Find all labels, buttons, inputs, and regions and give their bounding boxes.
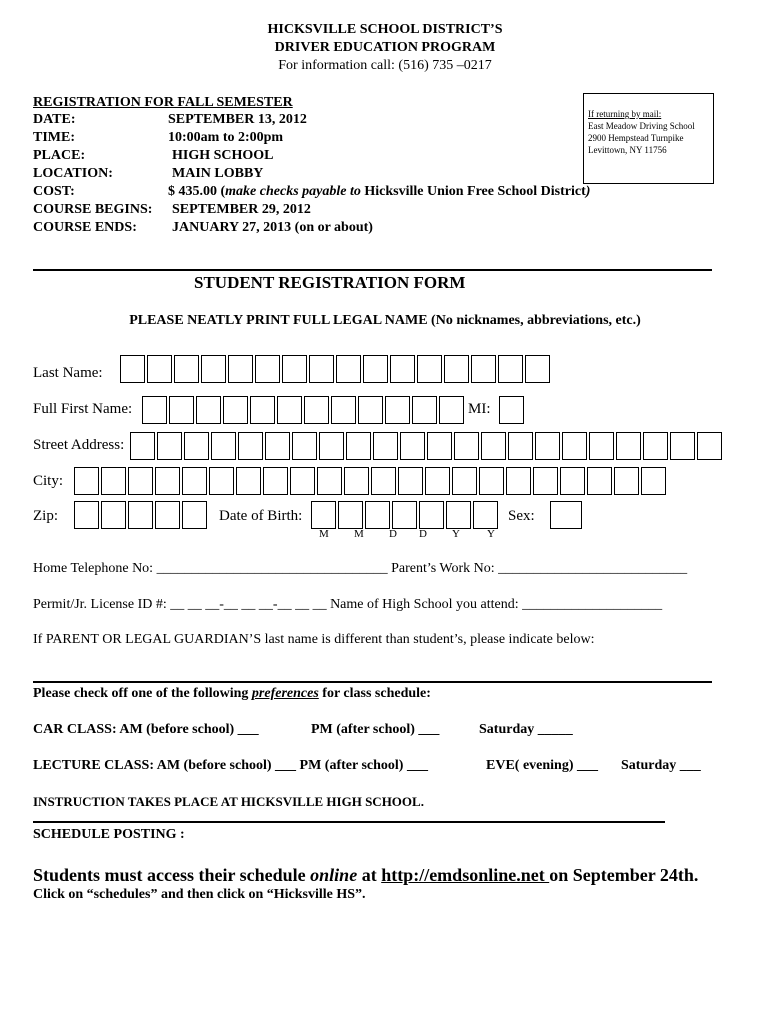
access-schedule-line — [33, 865, 698, 886]
char-box[interactable] — [169, 396, 194, 424]
char-box[interactable] — [473, 501, 498, 529]
dob-boxes[interactable] — [311, 501, 500, 529]
access-prefix: Students must access their schedule — [33, 865, 311, 885]
char-box[interactable] — [365, 501, 390, 529]
char-box[interactable] — [371, 467, 396, 495]
char-box[interactable] — [452, 467, 477, 495]
char-box[interactable] — [506, 467, 531, 495]
lecture-class-am-pm[interactable]: LECTURE CLASS: AM (before school) ___ PM (after school) ___ — [33, 758, 428, 773]
cost-label: COST: — [33, 184, 75, 199]
char-box[interactable] — [238, 432, 263, 460]
dob-label: Date of Birth: — [219, 508, 303, 524]
char-box[interactable] — [550, 501, 582, 529]
mail-line-1: East Meadow Driving School — [588, 121, 695, 131]
char-box[interactable] — [174, 355, 199, 383]
char-box[interactable] — [535, 432, 560, 460]
char-box[interactable] — [74, 501, 99, 529]
char-box[interactable] — [255, 355, 280, 383]
char-box[interactable] — [120, 355, 145, 383]
mail-address-box — [583, 93, 714, 184]
date-label: DATE: — [33, 112, 76, 127]
mi-label: MI: — [468, 401, 491, 417]
char-box[interactable] — [142, 396, 167, 424]
first-name-label: Full First Name: — [33, 401, 133, 417]
char-box[interactable] — [263, 467, 288, 495]
cost-value — [168, 184, 590, 200]
location-value: MAIN LOBBY — [172, 166, 264, 181]
mi-box[interactable] — [499, 396, 526, 424]
cost-payee: Hicksville Union Free School District — [360, 184, 586, 199]
cost-note: make checks payable to — [225, 184, 361, 199]
street-label: Street Address: — [33, 437, 125, 453]
last-name-label: Last Name: — [33, 365, 103, 381]
place-value: HIGH SCHOOL — [172, 148, 274, 163]
char-box[interactable] — [277, 396, 302, 424]
course-begins-value: SEPTEMBER 29, 2012 — [172, 202, 311, 217]
char-box[interactable] — [425, 467, 450, 495]
char-box[interactable] — [338, 501, 363, 529]
time-value: 10:00am to 2:00pm — [168, 130, 284, 145]
char-box[interactable] — [444, 355, 469, 383]
place-label: PLACE: — [33, 148, 86, 163]
char-box[interactable] — [344, 467, 369, 495]
char-box[interactable] — [498, 355, 523, 383]
course-begins-label: COURSE BEGINS: — [33, 202, 153, 217]
char-box[interactable] — [471, 355, 496, 383]
schedule-posting-label: SCHEDULE POSTING : — [33, 827, 185, 842]
char-box[interactable] — [265, 432, 290, 460]
dob-sub-y2: Y — [487, 528, 495, 540]
program-title: DRIVER EDUCATION PROGRAM — [274, 40, 496, 55]
char-box[interactable] — [589, 432, 614, 460]
guardian-line: If PARENT OR LEGAL GUARDIAN’S last name is different than student’s, please indicate below: — [33, 632, 595, 647]
char-box[interactable] — [346, 432, 371, 460]
char-box[interactable] — [562, 432, 587, 460]
char-box[interactable] — [643, 432, 668, 460]
char-box[interactable] — [419, 501, 444, 529]
section-divider-3 — [33, 821, 665, 823]
char-box[interactable] — [336, 355, 361, 383]
char-box[interactable] — [417, 355, 442, 383]
schedule-url-link[interactable]: http://emdsonline.net — [381, 865, 550, 885]
car-class-saturday[interactable]: Saturday _____ — [479, 722, 573, 737]
char-box[interactable] — [223, 396, 248, 424]
access-online: online — [310, 865, 358, 885]
char-box[interactable] — [560, 467, 585, 495]
char-box[interactable] — [155, 501, 180, 529]
char-box[interactable] — [101, 501, 126, 529]
instruction-place: INSTRUCTION TAKES PLACE AT HICKSVILLE HIGH SCHOOL. — [33, 794, 424, 809]
dob-sub-m1: M — [319, 528, 329, 540]
mail-line-3: Levittown, NY 11756 — [588, 145, 667, 155]
lecture-class-eve[interactable]: EVE( evening) ___ — [486, 758, 598, 773]
char-box[interactable] — [331, 396, 356, 424]
char-box[interactable] — [209, 467, 234, 495]
char-box[interactable] — [101, 467, 126, 495]
char-box[interactable] — [454, 432, 479, 460]
section-divider-2 — [33, 681, 712, 683]
dob-sub-d2: D — [419, 528, 427, 540]
char-box[interactable] — [363, 355, 388, 383]
preferences-heading — [33, 686, 431, 702]
cost-close: ) — [585, 184, 591, 199]
pref-word: preferences — [251, 686, 319, 701]
char-box[interactable] — [358, 396, 383, 424]
registration-heading: REGISTRATION FOR FALL SEMESTER — [33, 95, 293, 110]
char-box[interactable] — [250, 396, 275, 424]
char-box[interactable] — [319, 432, 344, 460]
car-class-am[interactable]: CAR CLASS: AM (before school) ___ — [33, 722, 259, 737]
city-label: City: — [33, 473, 64, 489]
dob-sub-y1: Y — [452, 528, 460, 540]
char-box[interactable] — [587, 467, 612, 495]
char-box[interactable] — [304, 396, 329, 424]
access-suffix: on September 24th. — [549, 865, 699, 885]
char-box[interactable] — [400, 432, 425, 460]
char-box[interactable] — [155, 467, 180, 495]
char-box[interactable] — [282, 355, 307, 383]
time-label: TIME: — [33, 130, 75, 145]
section-divider-1 — [33, 269, 712, 271]
lecture-class-saturday[interactable]: Saturday ___ — [621, 758, 701, 773]
char-box[interactable] — [412, 396, 437, 424]
cost-amount: $ 435.00 ( — [168, 184, 226, 199]
char-box[interactable] — [211, 432, 236, 460]
last-name-boxes[interactable] — [120, 355, 552, 383]
char-box[interactable] — [228, 355, 253, 383]
char-box[interactable] — [311, 501, 336, 529]
form-title: STUDENT REGISTRATION FORM — [194, 273, 466, 292]
district-title: HICKSVILLE SCHOOL DISTRICT’S — [267, 22, 503, 37]
char-box[interactable] — [128, 501, 153, 529]
access-at: at — [357, 865, 382, 885]
char-box[interactable] — [525, 355, 550, 383]
char-box[interactable] — [292, 432, 317, 460]
char-box[interactable] — [479, 467, 504, 495]
char-box[interactable] — [201, 355, 226, 383]
char-box[interactable] — [182, 467, 207, 495]
char-box[interactable] — [236, 467, 261, 495]
info-phone: For information call: (516) 735 –0217 — [278, 58, 492, 73]
city-boxes[interactable] — [74, 467, 668, 495]
pref-prefix: Please check off one of the following — [33, 686, 252, 701]
char-box[interactable] — [697, 432, 722, 460]
course-ends-label: COURSE ENDS: — [33, 220, 137, 235]
char-box[interactable] — [182, 501, 207, 529]
char-box[interactable] — [533, 467, 558, 495]
char-box[interactable] — [385, 396, 410, 424]
char-box[interactable] — [130, 432, 155, 460]
car-class-pm[interactable]: PM (after school) ___ — [311, 722, 440, 737]
char-box[interactable] — [614, 467, 639, 495]
char-box[interactable] — [392, 501, 417, 529]
mail-line-2: 2900 Hempstead Turnpike — [588, 133, 684, 143]
location-label: LOCATION: — [33, 166, 113, 181]
zip-boxes[interactable] — [74, 501, 209, 529]
char-box[interactable] — [446, 501, 471, 529]
name-instruction: PLEASE NEATLY PRINT FULL LEGAL NAME (No nicknames, abbreviations, etc.) — [129, 313, 641, 328]
first-name-boxes[interactable] — [142, 396, 466, 424]
char-box[interactable] — [439, 396, 464, 424]
char-box[interactable] — [398, 467, 423, 495]
street-boxes[interactable] — [130, 432, 724, 460]
permit-line[interactable]: Permit/Jr. License ID #: __ __ __-__ __ __-__ __ __ Name of High School you attend: ____________________ — [33, 597, 663, 612]
zip-label: Zip: — [33, 508, 58, 524]
char-box[interactable] — [670, 432, 695, 460]
char-box[interactable] — [508, 432, 533, 460]
char-box[interactable] — [616, 432, 641, 460]
char-box[interactable] — [184, 432, 209, 460]
char-box[interactable] — [481, 432, 506, 460]
char-box[interactable] — [147, 355, 172, 383]
char-box[interactable] — [309, 355, 334, 383]
dob-sub-m2: M — [354, 528, 364, 540]
phone-line[interactable]: Home Telephone No: _________________________________ Parent’s Work No: ___________________________ — [33, 561, 688, 576]
char-box[interactable] — [290, 467, 315, 495]
click-instructions: Click on “schedules” and then click on “Hicksville HS”. — [33, 887, 366, 902]
char-box[interactable] — [427, 432, 452, 460]
char-box[interactable] — [128, 467, 153, 495]
pref-suffix: for class schedule: — [318, 686, 431, 701]
char-box[interactable] — [74, 467, 99, 495]
char-box[interactable] — [641, 467, 666, 495]
course-ends-value: JANUARY 27, 2013 (on or about) — [172, 220, 373, 235]
date-value: SEPTEMBER 13, 2012 — [168, 112, 307, 127]
sex-label: Sex: — [508, 508, 535, 524]
mail-heading: If returning by mail: — [588, 109, 662, 119]
char-box[interactable] — [157, 432, 182, 460]
dob-sub-d1: D — [389, 528, 397, 540]
char-box[interactable] — [196, 396, 221, 424]
char-box[interactable] — [390, 355, 415, 383]
char-box[interactable] — [317, 467, 342, 495]
sex-box[interactable] — [550, 501, 584, 529]
char-box[interactable] — [499, 396, 524, 424]
char-box[interactable] — [373, 432, 398, 460]
